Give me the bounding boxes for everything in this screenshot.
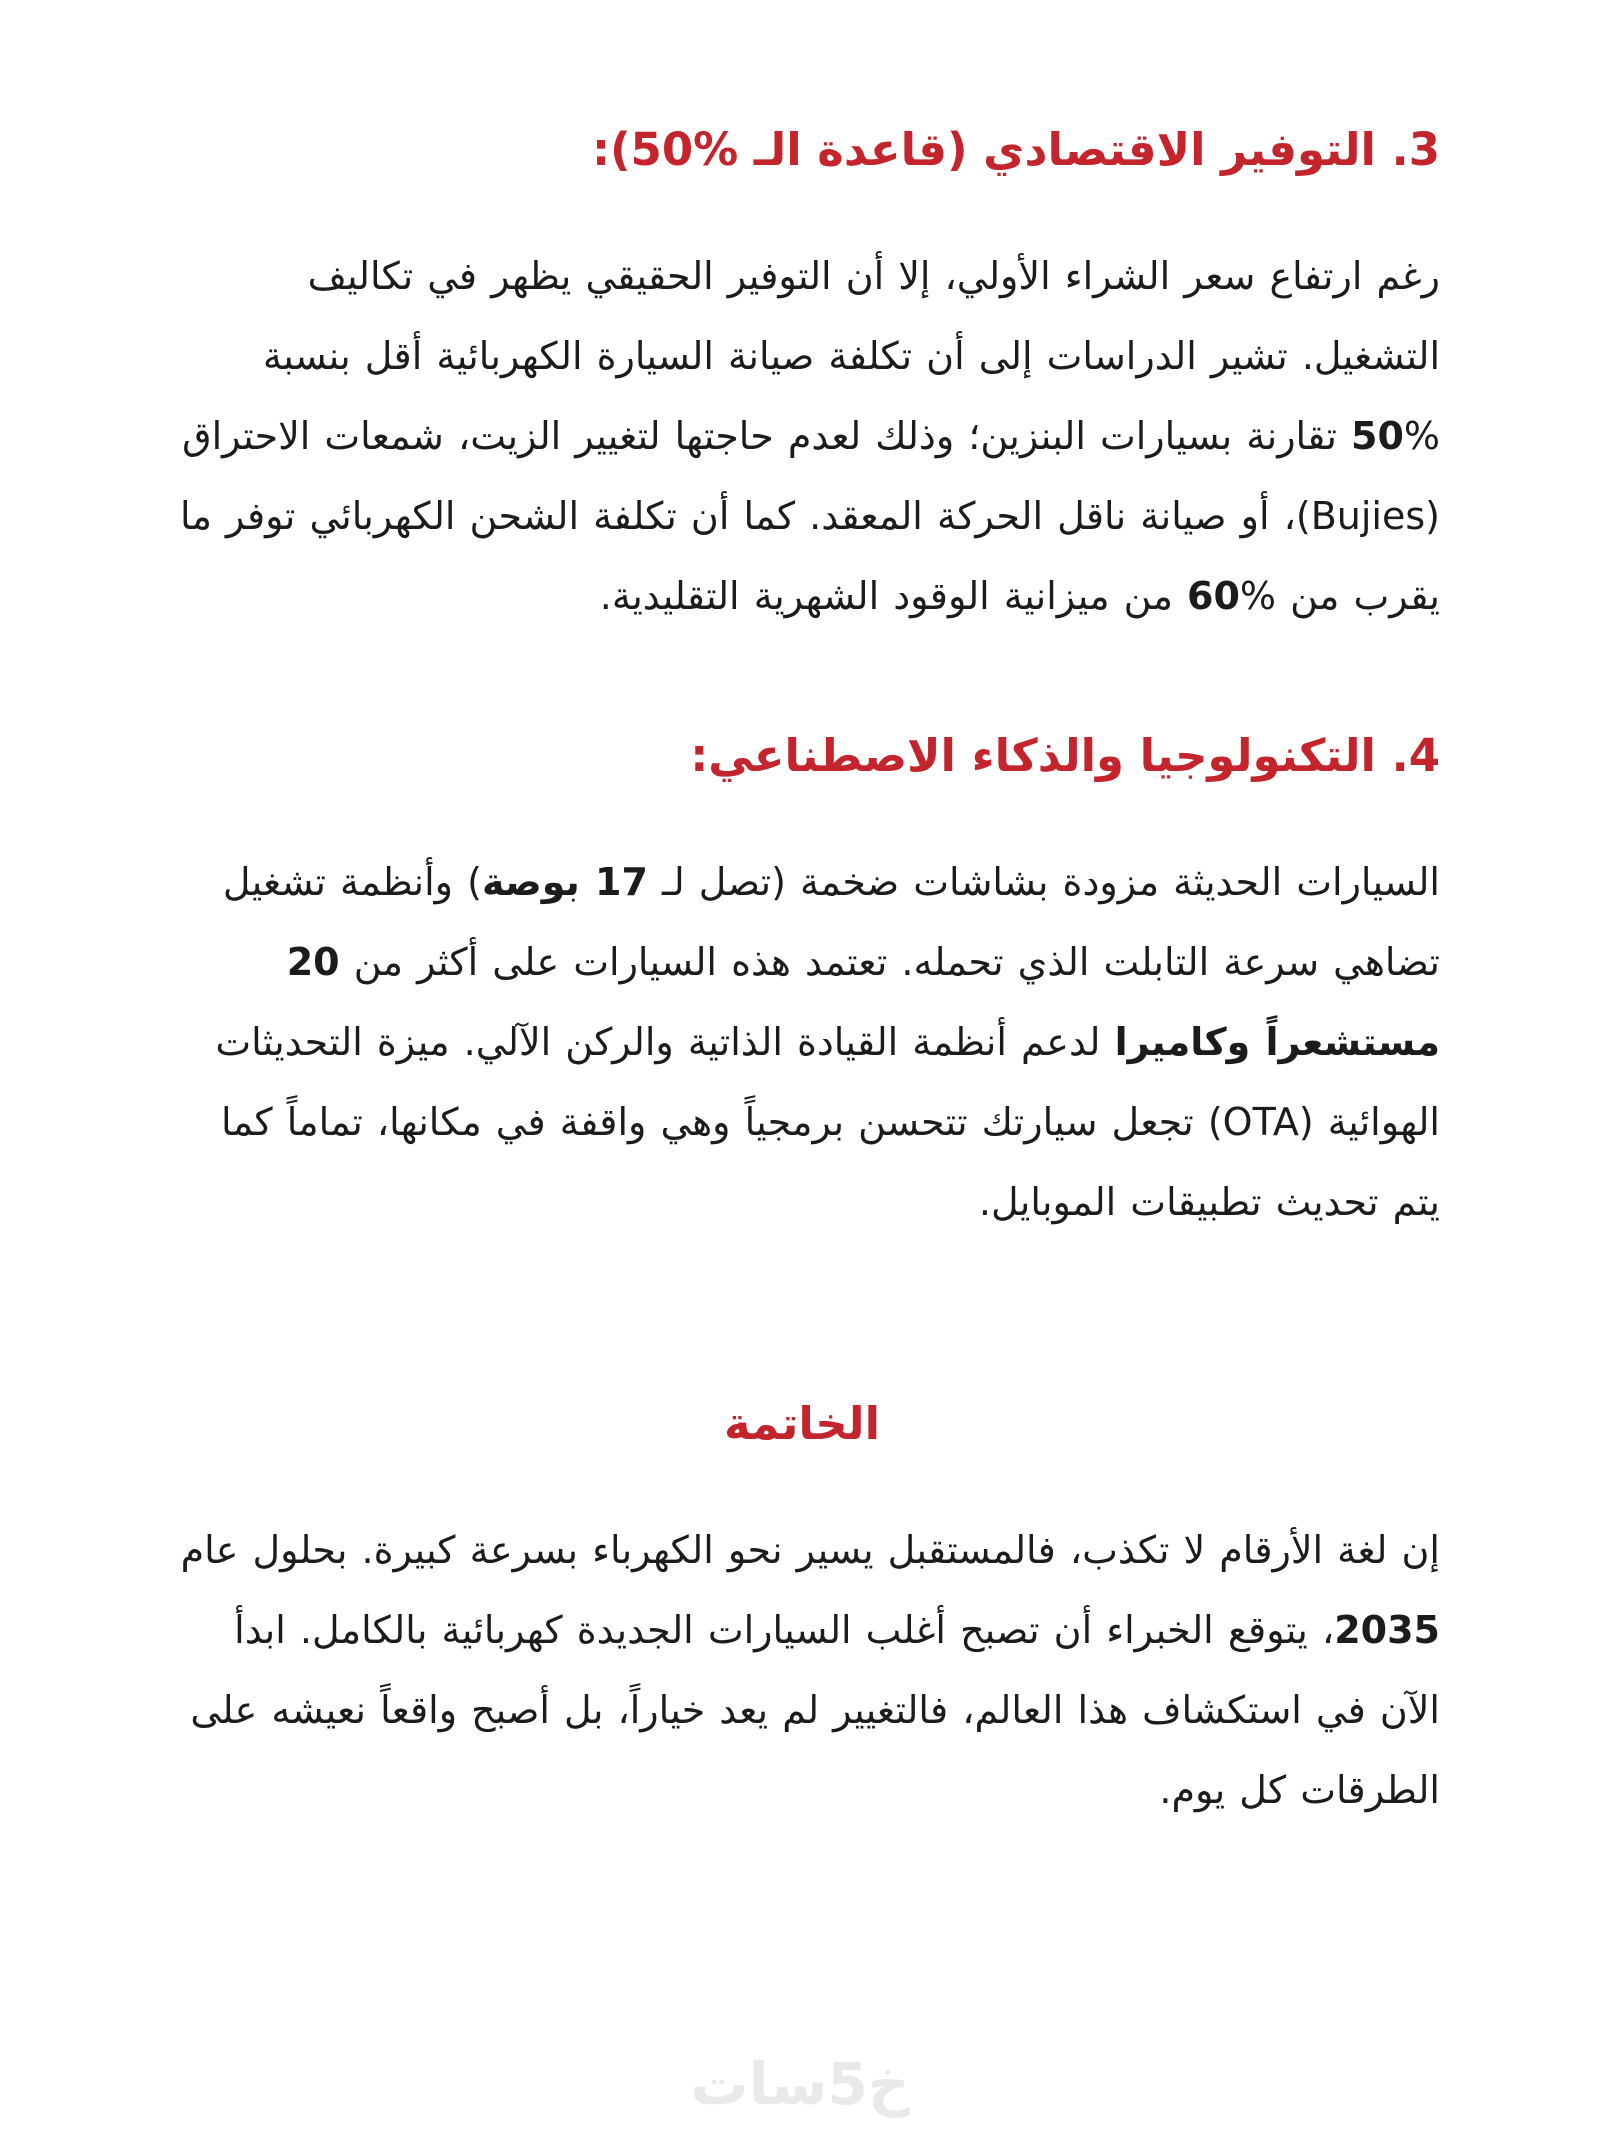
- paragraph-conclusion: [164, 1510, 1440, 1830]
- text-run: ) وأنظمة تشغيل تضاهي سرعة التابلت الذي تحمله. تعتمد هذه السيارات على أكثر من: [222, 860, 1440, 984]
- text-run: 50: [1351, 414, 1404, 458]
- text-run: من ميزانية الوقود الشهرية التقليدية.: [599, 574, 1188, 618]
- paragraph-economic-savings: [164, 236, 1440, 636]
- text-run: 60: [1187, 574, 1240, 618]
- text-run: السيارات الحديثة مزودة بشاشات ضخمة (تصل لـ: [647, 860, 1440, 904]
- text-run: تقارنة بسيارات البنزين؛ وذلك لعدم حاجتها لتغيير الزيت، شمعات الاحتراق (Bujies)، أو صيانة ناقل الحركة المعقد. كما أن تكلفة الشحن الكهربائي توفر ما يقرب من %: [180, 414, 1440, 618]
- section-heading-conclusion: الخاتمة: [723, 1397, 880, 1450]
- text-run: ، يتوقع الخبراء أن تصبح أغلب السيارات الجديدة كهربائية بالكامل. ابدأ الآن في استكشاف هذا العالم، فالتغيير لم يعد خياراً، بل أصبح واقعاً نعيشه على الطرقات كل يوم.: [190, 1608, 1440, 1812]
- text-run: رغم ارتفاع سعر الشراء الأولي، إلا أن التوفير الحقيقي يظهر في تكاليف التشغيل. تشير الدراسات إلى أن تكلفة صيانة السيارة الكهربائية أقل بنسبة %: [262, 254, 1440, 458]
- text-run: 20 مستشعراً وكاميرا: [286, 940, 1440, 1064]
- text-run: 17 بوصة: [481, 860, 648, 904]
- section-heading-economic-savings: 3. التوفير الاقتصادي (قاعدة الـ %50):: [591, 123, 1440, 176]
- text-run: لدعم أنظمة القيادة الذاتية والركن الآلي. ميزة التحديثات الهوائية (OTA) تجعل سيارتك تتحسن برمجياً وهي واقفة في مكانها، تماماً كما يتم تحديث تطبيقات الموبايل.: [215, 1020, 1440, 1224]
- paragraph-technology-ai: [164, 842, 1440, 1242]
- section-heading-technology-ai: 4. التكنولوجيا والذكاء الاصطناعي:: [690, 729, 1440, 782]
- text-run: 2035: [1334, 1608, 1440, 1652]
- text-run: إن لغة الأرقام لا تكذب، فالمستقبل يسير نحو الكهرباء بسرعة كبيرة. بحلول عام: [180, 1528, 1440, 1572]
- khamsat-watermark: خ5سات: [690, 2050, 910, 2118]
